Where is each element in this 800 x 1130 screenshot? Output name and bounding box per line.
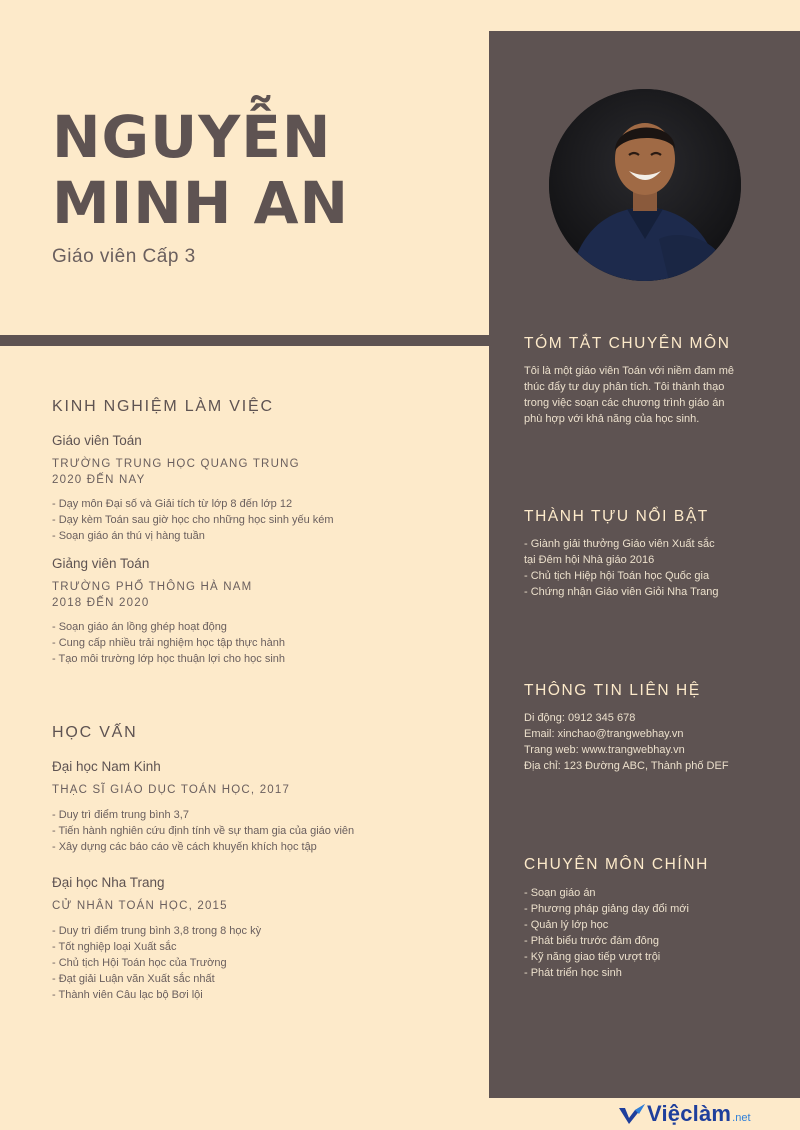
profile-photo: [549, 89, 741, 281]
list-item: - Duy trì điểm trung bình 3,7: [52, 809, 189, 821]
name-line-2: MINH AN: [52, 169, 349, 237]
contact-title: THÔNG TIN LIÊN HỆ: [524, 682, 701, 699]
contact-address: Địa chỉ: 123 Đường ABC, Thành phố DEF: [524, 760, 729, 772]
checkmark-logo-icon: [617, 1102, 647, 1126]
list-item: - Soạn giáo án lồng ghép hoạt động: [52, 621, 227, 633]
summary-text: [524, 363, 780, 427]
skills-section: [524, 856, 780, 981]
contact-section: [524, 682, 780, 774]
summary-line: Tôi là một giáo viên Toán với niềm đam mê: [524, 365, 734, 377]
list-item: - Chủ tịch Hội Toán học của Trường: [52, 957, 227, 969]
list-item: - Soạn giáo án: [524, 887, 596, 899]
list-item: - Phát triển học sinh: [524, 967, 622, 979]
logo-text: Việclàm: [647, 1101, 732, 1126]
vieclam-logo: [617, 1098, 800, 1130]
name-line-1: NGUYỄN: [52, 103, 332, 171]
school-details: [52, 807, 472, 855]
school-details: [52, 923, 472, 1003]
list-item: - Cung cấp nhiều trải nghiệm học tập thực hành: [52, 637, 286, 649]
job-period: 2020 ĐẾN NAY: [52, 474, 146, 486]
summary-section: [524, 335, 780, 427]
school-item: [52, 759, 472, 855]
summary-line: trong việc soạn các chương trình giáo án: [524, 397, 725, 409]
list-item: - Thành viên Câu lạc bộ Bơi lội: [52, 989, 203, 1001]
skills-title: CHUYÊN MÔN CHÍNH: [524, 856, 709, 873]
school-degree: CỬ NHÂN TOÁN HỌC, 2015: [52, 900, 228, 912]
school-item: [52, 875, 472, 1003]
job-period: 2018 ĐẾN 2020: [52, 597, 150, 609]
person-portrait-icon: [549, 89, 741, 281]
list-item: - Soạn giáo án thú vị hàng tuần: [52, 530, 205, 542]
job-title: Giảng viên Toán: [52, 556, 150, 571]
education-section: [52, 724, 472, 742]
school-degree: THẠC SĨ GIÁO DỤC TOÁN HỌC, 2017: [52, 784, 291, 796]
list-item: - Phát biểu trước đám đông: [524, 935, 660, 947]
list-item: - Phương pháp giảng dạy đổi mới: [524, 903, 689, 915]
summary-line: phù hợp với khả năng của học sinh.: [524, 413, 700, 425]
school-name: Đại học Nha Trang: [52, 875, 165, 890]
contact-website: Trang web: www.trangwebhay.vn: [524, 744, 685, 756]
achievements-list: [524, 536, 780, 600]
list-item: - Chứng nhận Giáo viên Giỏi Nha Trang: [524, 586, 719, 598]
job-duties: [52, 619, 472, 667]
summary-line: thúc đẩy tư duy phân tích. Tôi thành thạo: [524, 381, 725, 393]
contact-email: Email: xinchao@trangwebhay.vn: [524, 728, 684, 740]
contact-list: [524, 710, 780, 774]
list-item: tại Đêm hội Nhà giáo 2016: [524, 554, 655, 566]
experience-section: [52, 398, 472, 416]
education-title: HỌC VẤN: [52, 724, 138, 741]
job-role: Giáo viên Cấp 3: [52, 246, 196, 267]
achievements-title: THÀNH TỰU NỔI BẬT: [524, 508, 709, 525]
achievements-section: [524, 508, 780, 600]
candidate-name: [52, 104, 349, 236]
experience-title: KINH NGHIỆM LÀM VIỆC: [52, 398, 274, 415]
job-item: [52, 556, 472, 667]
list-item: - Duy trì điểm trung bình 3,8 trong 8 học kỳ: [52, 925, 262, 937]
school-name: Đại học Nam Kinh: [52, 759, 161, 774]
job-item: [52, 433, 472, 544]
summary-title: TÓM TẮT CHUYÊN MÔN: [524, 335, 731, 352]
header-divider: [0, 335, 489, 346]
list-item: - Chủ tịch Hiệp hội Toán học Quốc gia: [524, 570, 710, 582]
job-duties: [52, 496, 472, 544]
skills-list: [524, 885, 780, 981]
logo-suffix: .net: [732, 1112, 751, 1124]
job-org: TRƯỜNG TRUNG HỌC QUANG TRUNG: [52, 458, 300, 470]
list-item: - Đạt giải Luận văn Xuất sắc nhất: [52, 973, 215, 985]
list-item: - Quản lý lớp học: [524, 919, 609, 931]
list-item: - Tạo môi trường lớp học thuận lợi cho học sinh: [52, 653, 286, 665]
list-item: - Dạy kèm Toán sau giờ học cho những học sinh yếu kém: [52, 514, 334, 526]
list-item: - Tiến hành nghiên cứu định tính về sự tham gia của giáo viên: [52, 825, 355, 837]
job-title: Giáo viên Toán: [52, 433, 142, 448]
list-item: - Dạy môn Đại số và Giải tích từ lớp 8 đến lớp 12: [52, 498, 293, 510]
list-item: - Kỹ năng giao tiếp vượt trội: [524, 951, 661, 963]
list-item: - Giành giải thưởng Giáo viên Xuất sắc: [524, 538, 715, 550]
list-item: - Tốt nghiệp loại Xuất sắc: [52, 941, 177, 953]
job-org: TRƯỜNG PHỔ THÔNG HÀ NAM: [52, 581, 253, 593]
list-item: - Xây dựng các báo cáo về cách khuyến khích học tập: [52, 841, 317, 853]
contact-phone: Di động: 0912 345 678: [524, 712, 636, 724]
